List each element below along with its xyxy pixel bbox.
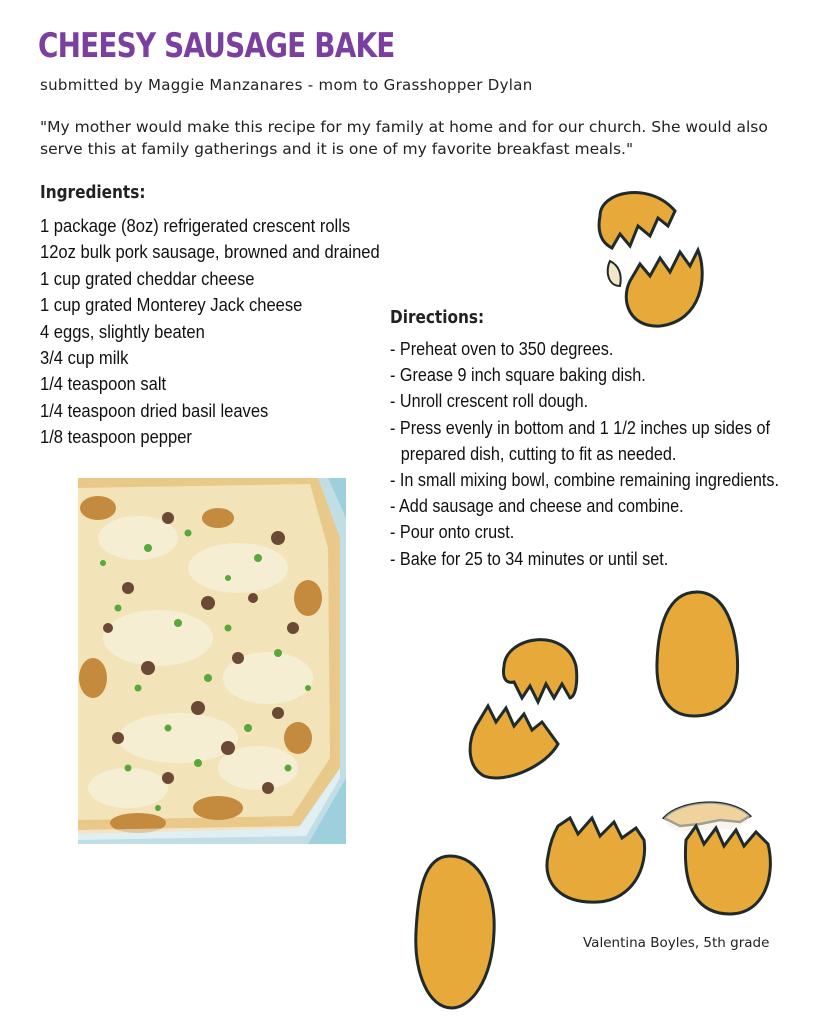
recipe-title: CHEESY SAUSAGE BAKE — [38, 26, 395, 66]
whole-egg-illustration — [652, 588, 742, 720]
ingredient-item: 1/4 teaspoon dried basil leaves — [40, 400, 269, 421]
whole-egg-illustration — [410, 852, 500, 1012]
ingredient-item: 4 eggs, slightly beaten — [40, 321, 205, 342]
cracked-egg-illustration — [466, 626, 586, 786]
direction-step: - Preheat oven to 350 degrees. — [390, 339, 614, 359]
ingredients-list — [40, 213, 409, 451]
cracked-egg-illustration — [540, 808, 650, 908]
recipe-byline: submitted by Maggie Manzanares - mom to Grasshopper Dylan — [40, 76, 533, 94]
ingredient-item: 1 package (8oz) refrigerated crescent rolls — [40, 216, 351, 236]
direction-step: - Press evenly in bottom and 1 1/2 inches up sides of — [390, 417, 771, 438]
ingredients-heading: Ingredients: — [40, 182, 146, 203]
casserole-photo — [78, 478, 346, 844]
ingredient-item: 12oz bulk pork sausage, browned and drained — [40, 242, 380, 263]
ingredient-item: 1/4 teaspoon salt — [40, 374, 167, 395]
cracked-egg-illustration — [590, 186, 710, 334]
recipe-quote: "My mother would make this recipe for my family at home and for our church. She would also serve this at family gatherings and it is one of my favorite breakfast meals." — [40, 118, 768, 158]
direction-step: - Bake for 25 to 34 minutes or until set. — [390, 548, 669, 569]
direction-step: - Grease 9 inch square baking dish. — [390, 365, 646, 386]
direction-step: - Pour onto crust. — [390, 522, 515, 543]
directions-list — [390, 336, 810, 572]
ingredient-item: 1 cup grated cheddar cheese — [40, 268, 255, 289]
direction-step: - In small mixing bowl, combine remaining ingredients. — [390, 470, 779, 491]
illustration-credit: Valentina Boyles, 5th grade — [583, 935, 770, 951]
ingredient-item: 1/8 teaspoon pepper — [40, 427, 192, 448]
direction-step-continuation: prepared dish, cutting to fit as needed. — [400, 443, 677, 464]
direction-step: - Unroll crescent roll dough. — [390, 391, 589, 412]
ingredient-item: 1 cup grated Monterey Jack cheese — [40, 295, 303, 316]
ingredient-item: 3/4 cup milk — [40, 348, 129, 369]
directions-heading: Directions: — [390, 307, 485, 328]
direction-step: - Add sausage and cheese and combine. — [390, 496, 684, 517]
cracked-egg-illustration — [660, 796, 780, 918]
